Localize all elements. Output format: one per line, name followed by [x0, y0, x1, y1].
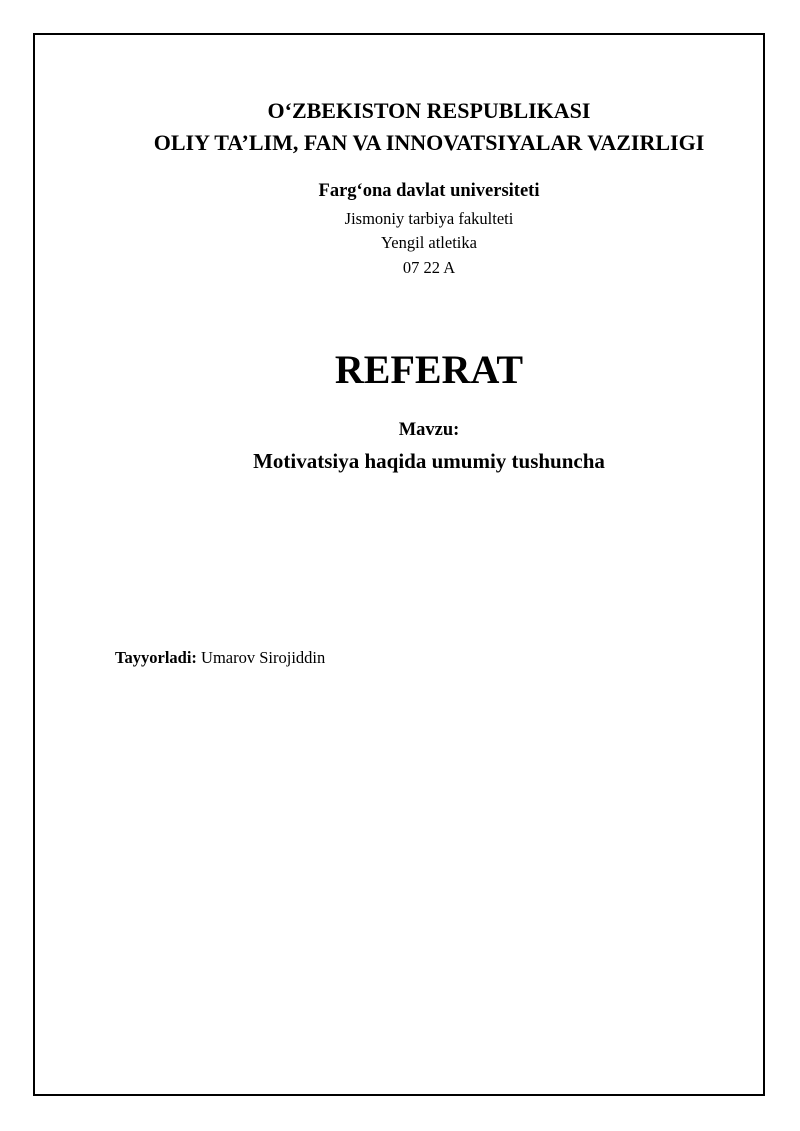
topic-text: Motivatsiya haqida umumiy tushuncha [253, 449, 605, 473]
group-code: 07 22 A [402, 258, 456, 277]
ministry-line-1: O‘ZBEKISTON RESPUBLIKASI [267, 98, 591, 123]
prepared-by [115, 648, 325, 668]
document-title: REFERAT [334, 347, 524, 392]
ministry-line-2: OLIY TA’LIM, FAN VA INNOVATSIYALAR VAZIRLIGI [153, 130, 705, 155]
faculty-name: Jismoniy tarbiya fakulteti [344, 209, 514, 228]
prepared-by-label: Tayyorladi: [115, 648, 197, 667]
topic-label: Mavzu: [398, 420, 460, 440]
department-name: Yengil atletika [381, 233, 477, 252]
university-name: Farg‘ona davlat universiteti [318, 181, 540, 201]
author-name: Umarov Sirojiddin [201, 648, 326, 667]
